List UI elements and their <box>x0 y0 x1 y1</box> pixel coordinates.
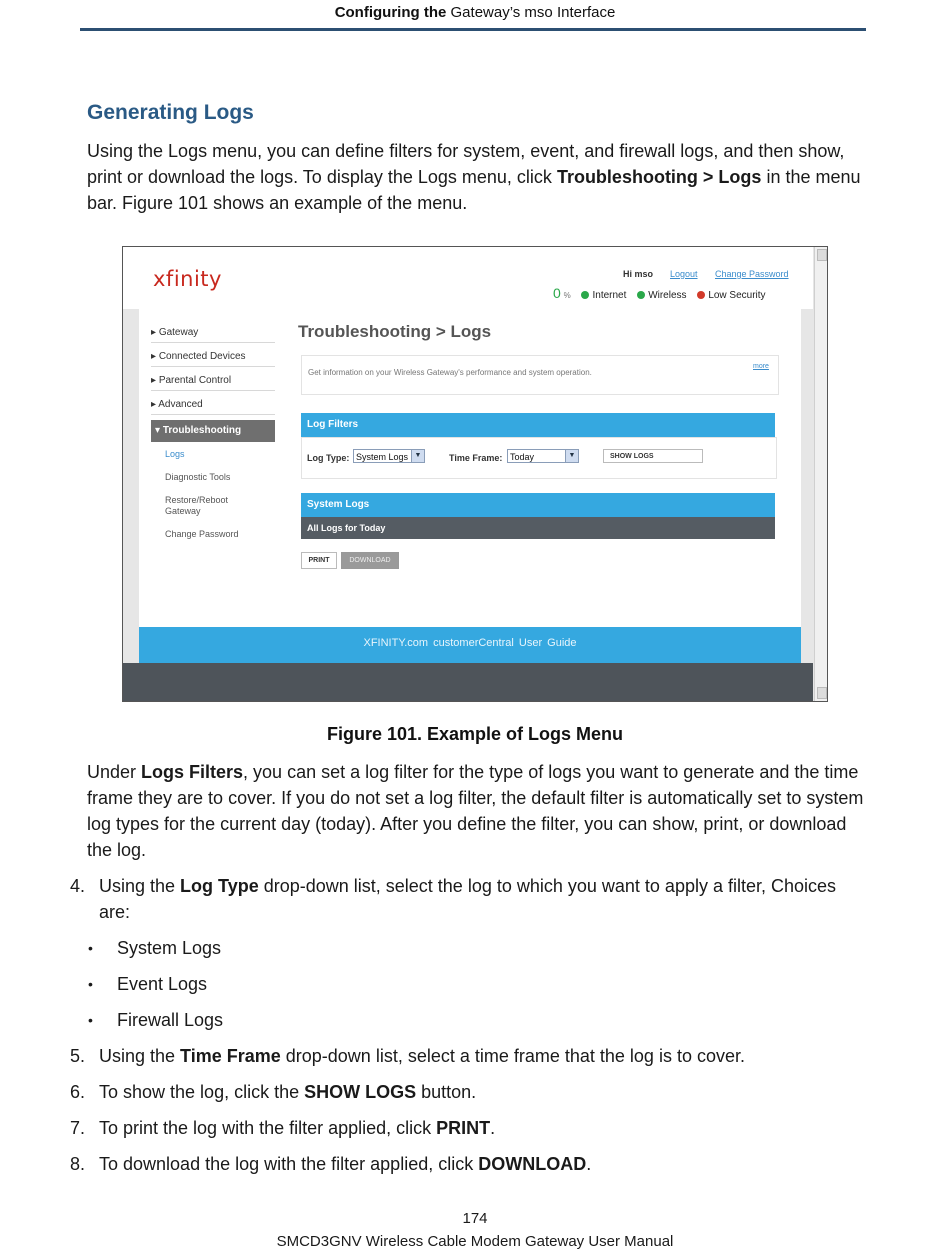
manual-title: SMCD3GNV Wireless Cable Modem Gateway User Manual <box>276 1233 674 1250</box>
screenshot-page-title: Troubleshooting > Logs <box>298 322 492 341</box>
time-frame-value: Today <box>510 452 535 462</box>
security-status: Low Security <box>708 290 766 301</box>
filters-paragraph <box>87 759 867 863</box>
screenshot-scrollbar[interactable] <box>814 247 827 701</box>
step-number: 6. <box>70 1082 86 1102</box>
step-5-text <box>99 1043 869 1069</box>
battery-count: 0 <box>553 285 561 301</box>
info-text: Get information on your Wireless Gateway's performance and system operation. <box>308 368 592 377</box>
bullet-firewall-logs: Firewall Logs <box>117 1010 224 1030</box>
step-bold: Log Type <box>180 876 259 896</box>
nav-label: Advanced <box>158 399 203 410</box>
bullet-icon: • <box>88 940 93 956</box>
log-type-value: System Logs <box>356 452 409 462</box>
step-bold: PRINT <box>436 1118 491 1138</box>
step-4-text <box>99 873 869 925</box>
subnav-change-password[interactable]: Change Password <box>165 529 239 539</box>
wireless-status: Wireless <box>648 290 687 301</box>
step-text: drop-down list, select a time frame that the log is to cover. <box>280 1046 745 1066</box>
more-link[interactable]: more <box>753 363 769 370</box>
bullet-icon: • <box>88 976 93 992</box>
subnav-restore-reboot[interactable] <box>165 495 228 517</box>
time-frame-select[interactable] <box>507 449 579 463</box>
filters-text-1: Under <box>87 762 142 782</box>
step-6-text <box>99 1079 869 1105</box>
bullet-icon: • <box>88 1012 93 1028</box>
intro-text-1: Using the Logs menu, you can define filters for system, event, and firewall logs, and then show, print or download the logs. To display the Logs menu, click <box>87 141 845 187</box>
filters-text-2: , you can set a log filter for the type of logs you want to generate and the time frame they are to cover. If you do not set a log filter, the default filter is automatically set to system log types for the current day (today). After you define the filter, you can show, print, or download the log. <box>87 762 864 860</box>
step-bold: SHOW LOGS <box>304 1082 417 1102</box>
screenshot-bottom-band <box>123 663 813 701</box>
chevron-down-icon: ▼ <box>411 450 424 462</box>
download-button[interactable]: DOWNLOAD <box>341 552 399 569</box>
internet-ok-icon <box>581 291 589 299</box>
step-bold: Time Frame <box>180 1046 281 1066</box>
log-type-label: Log Type: <box>307 453 350 463</box>
step-8-text <box>99 1151 869 1177</box>
battery-unit: % <box>563 291 571 300</box>
nav-label: Troubleshooting <box>162 425 242 436</box>
print-button[interactable]: PRINT <box>301 552 337 569</box>
step-text: drop-down list, select the log to which you want to apply a filter, Choices are: <box>99 876 837 922</box>
header-rule <box>80 28 866 31</box>
chevron-down-icon: ▼ <box>565 450 578 462</box>
nav-label: Parental Control <box>158 375 232 386</box>
subnav-logs[interactable]: Logs <box>165 449 185 459</box>
subnav-label: Gateway <box>165 506 201 516</box>
step-7-text <box>99 1115 869 1141</box>
header-title-bold: Configuring the <box>334 4 447 21</box>
nav-item-connected-devices[interactable]: ▸ Connected Devices <box>151 351 275 367</box>
time-frame-label: Time Frame: <box>449 453 503 463</box>
step-text: . <box>490 1118 496 1138</box>
log-type-select[interactable] <box>353 449 425 463</box>
step-number: 8. <box>70 1154 86 1174</box>
intro-text-2: in the menu bar. Figure 101 shows an example of the menu. <box>87 167 861 213</box>
scroll-up-icon[interactable] <box>817 249 827 261</box>
page-number: 174 <box>462 1210 488 1227</box>
nav-label: Gateway <box>158 327 199 338</box>
footer-links[interactable]: XFINITY.com customerCentral User Guide <box>363 637 577 649</box>
log-filters-bar: Log Filters <box>301 413 775 437</box>
bullet-system-logs: System Logs <box>117 938 222 958</box>
nav-item-parental-control[interactable]: ▸ Parental Control <box>151 375 275 391</box>
nav-item-advanced[interactable]: ▸ Advanced <box>151 399 275 415</box>
step-number: 4. <box>70 876 86 896</box>
header-title-rest: Gateway’s mso Interface <box>446 4 616 21</box>
greeting: Hi mso <box>623 269 654 279</box>
step-text: . <box>586 1154 592 1174</box>
bullet-event-logs: Event Logs <box>117 974 208 994</box>
scroll-down-icon[interactable] <box>817 687 827 699</box>
step-number: 5. <box>70 1046 86 1066</box>
step-bold: DOWNLOAD <box>478 1154 587 1174</box>
nav-item-gateway[interactable]: ▸ Gateway <box>151 327 275 343</box>
step-number: 7. <box>70 1118 86 1138</box>
subnav-label: Restore/Reboot <box>165 495 229 505</box>
show-logs-button[interactable]: SHOW LOGS <box>603 449 703 463</box>
change-password-link[interactable]: Change Password <box>715 269 789 279</box>
wireless-ok-icon <box>637 291 645 299</box>
logout-link[interactable]: Logout <box>670 269 698 279</box>
section-title: Generating Logs <box>87 101 254 124</box>
step-text: To show the log, click the <box>99 1082 305 1102</box>
step-text: To download the log with the filter applied, click <box>99 1154 479 1174</box>
nav-item-troubleshooting[interactable]: ▾ Troubleshooting <box>151 420 275 442</box>
all-logs-header: All Logs for Today <box>301 517 775 539</box>
step-text: To print the log with the filter applied, click <box>99 1118 437 1138</box>
step-text: button. <box>416 1082 477 1102</box>
internet-status: Internet <box>592 290 627 301</box>
nav-label: Connected Devices <box>158 351 246 362</box>
page-header <box>0 4 950 21</box>
figure-screenshot <box>122 246 828 702</box>
figure-caption: Figure 101. Example of Logs Menu <box>326 724 624 744</box>
intro-paragraph <box>87 138 867 216</box>
xfinity-logo: xfinity <box>153 267 222 291</box>
step-text: Using the <box>99 1046 181 1066</box>
system-logs-bar: System Logs <box>301 493 775 517</box>
step-text: Using the <box>99 876 181 896</box>
intro-bold: Troubleshooting > Logs <box>556 167 762 187</box>
filters-bold: Logs Filters <box>141 762 244 782</box>
status-row <box>553 285 766 301</box>
subnav-diagnostic-tools[interactable]: Diagnostic Tools <box>165 472 231 482</box>
security-warning-icon <box>697 291 705 299</box>
